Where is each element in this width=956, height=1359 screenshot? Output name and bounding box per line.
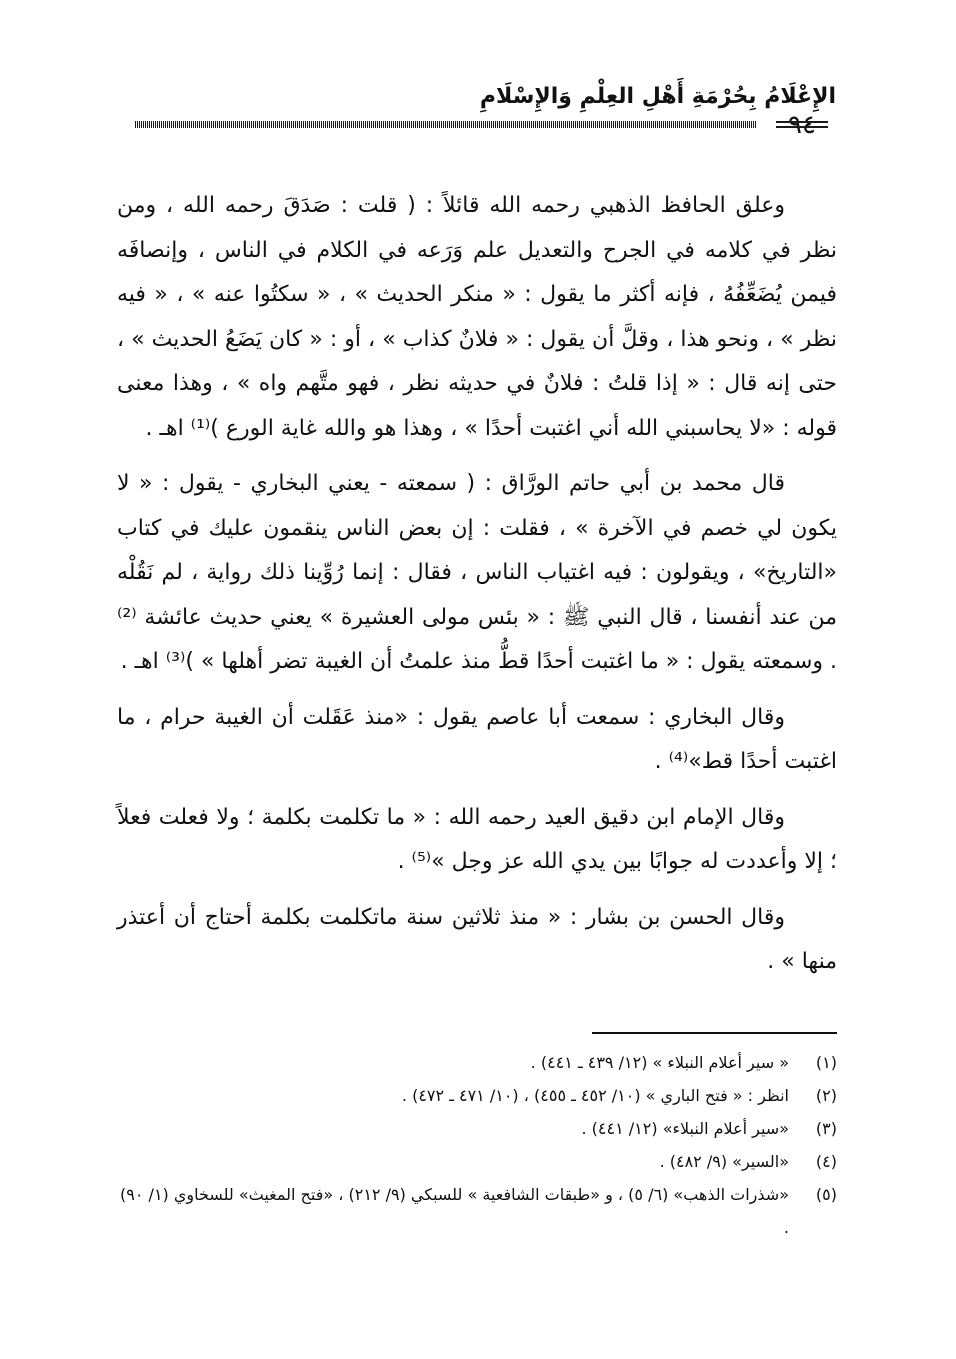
paragraph-ibn-daqiq-quote: وقال الإمام ابن دقيق العيد رحمه الله : « ما تكلمت بكلمة ؛ ولا فعلت فعلاً ؛ إلا وأعددت له جوابًا بين يدي الله عز وجل »⁽⁵⁾ . bbox=[117, 804, 837, 874]
footnote-number: (٤) bbox=[815, 1152, 837, 1171]
paragraph-bukhari-quote: وقال البخاري : سمعت أبا عاصم يقول : «منذ عَقَلت أن الغيبة حرام ، ما اغتبت أحدًا قط»⁽⁴⁾ . bbox=[117, 704, 837, 774]
footnote-text: «شذرات الذهب» (٦/ ٥) ، و «طبقات الشافعية » للسبكي (٩/ ٢١٢) ، «فتح المغيث» للسخاوي (١/ ٩٠) . bbox=[120, 1185, 789, 1237]
footnote-number: (٢) bbox=[815, 1086, 837, 1105]
page-number-rule bbox=[776, 121, 828, 128]
footnotes bbox=[117, 1046, 837, 1244]
footnote-item bbox=[117, 1178, 837, 1244]
footnote-number: (٣) bbox=[815, 1119, 837, 1138]
footnote-text: «سير أعلام النبلاء» (١٢/ ٤٤١) . bbox=[581, 1119, 789, 1138]
paragraph-warraq-report: قال محمد بن أبي حاتم الورَّاق : ( سمعته - يعني البخاري - يقول : « لا يكون لي خصم في الآخرة » ، فقلت : إن بعض الناس ينقمون عليك في كتاب «التاريخ» ، ويقولون : فيه اغتياب الناس ، فقال : إنما رُوِّينا ذلك رواية ، لم نَقُلْه من عند أنفسنا ، قال النبي ﷺ : « بئس مولى العشيرة » يعني حديث عائشة ⁽²⁾ . وسمعته يقول : « ما اغتبت أحدًا قطُّ منذ علمتُ أن الغيبة تضر أهلها » )⁽³⁾ اهـ . bbox=[117, 471, 837, 674]
footnote-number: (١) bbox=[815, 1053, 837, 1072]
paragraph-dhahabi-comment: وعلق الحافظ الذهبي رحمه الله قائلاً : ( قلت : صَدَقَ رحمه الله ، ومن نظر في كلامه في الجرح والتعديل علم وَرَعه في الكلام في الناس ، وإنصافَه فيمن يُضَعِّفُهُ ، فإنه أكثر ما يقول : « منكر الحديث » ، « سكتُوا عنه » ، « فيه نظر » ، ونحو هذا ، وقلَّ أن يقول : « فلانٌ كذاب » ، أو : « كان يَضَعُ الحديث » ، حتى إنه قال : « إذا قلتُ : فلانٌ في حديثه نظر ، فهو متَّهم واه » ، وهذا معنى قوله : «لا يحاسبني الله أني اغتبت أحدًا » ، وهذا هو والله غاية الورع )⁽¹⁾ اهـ . bbox=[117, 193, 837, 441]
header-hatched-rule bbox=[135, 121, 756, 128]
footnote-text: انظر : « فتح الباري » (١٠/ ٤٥٢ ـ ٤٥٥) ، (١٠/ ٤٧١ ـ ٤٧٢) . bbox=[401, 1086, 789, 1105]
footnote-item bbox=[117, 1145, 837, 1178]
page-number: ٩٤ bbox=[788, 110, 816, 140]
footnote-item bbox=[117, 1112, 837, 1145]
footnote-item bbox=[117, 1079, 837, 1112]
paragraph-hasan-quote: وقال الحسن بن بشار : « منذ ثلاثين سنة ماتكلمت بكلمة أحتاج أن أعتذر منها » . bbox=[117, 904, 837, 974]
footnote-text: « سير أعلام النبلاء » (١٢/ ٤٣٩ ـ ٤٤١) . bbox=[530, 1053, 789, 1072]
footnote-item bbox=[117, 1046, 837, 1079]
footnote-text: «السير» (٩/ ٤٨٢) . bbox=[659, 1152, 789, 1171]
main-text bbox=[117, 184, 837, 985]
running-header-title: الإِعْلَامُ بِحُرْمَةِ أَهْلِ العِلْمِ وَالإِسْلَامِ bbox=[479, 84, 836, 109]
footnote-separator bbox=[592, 1032, 837, 1034]
footnote-number: (٥) bbox=[815, 1185, 837, 1204]
